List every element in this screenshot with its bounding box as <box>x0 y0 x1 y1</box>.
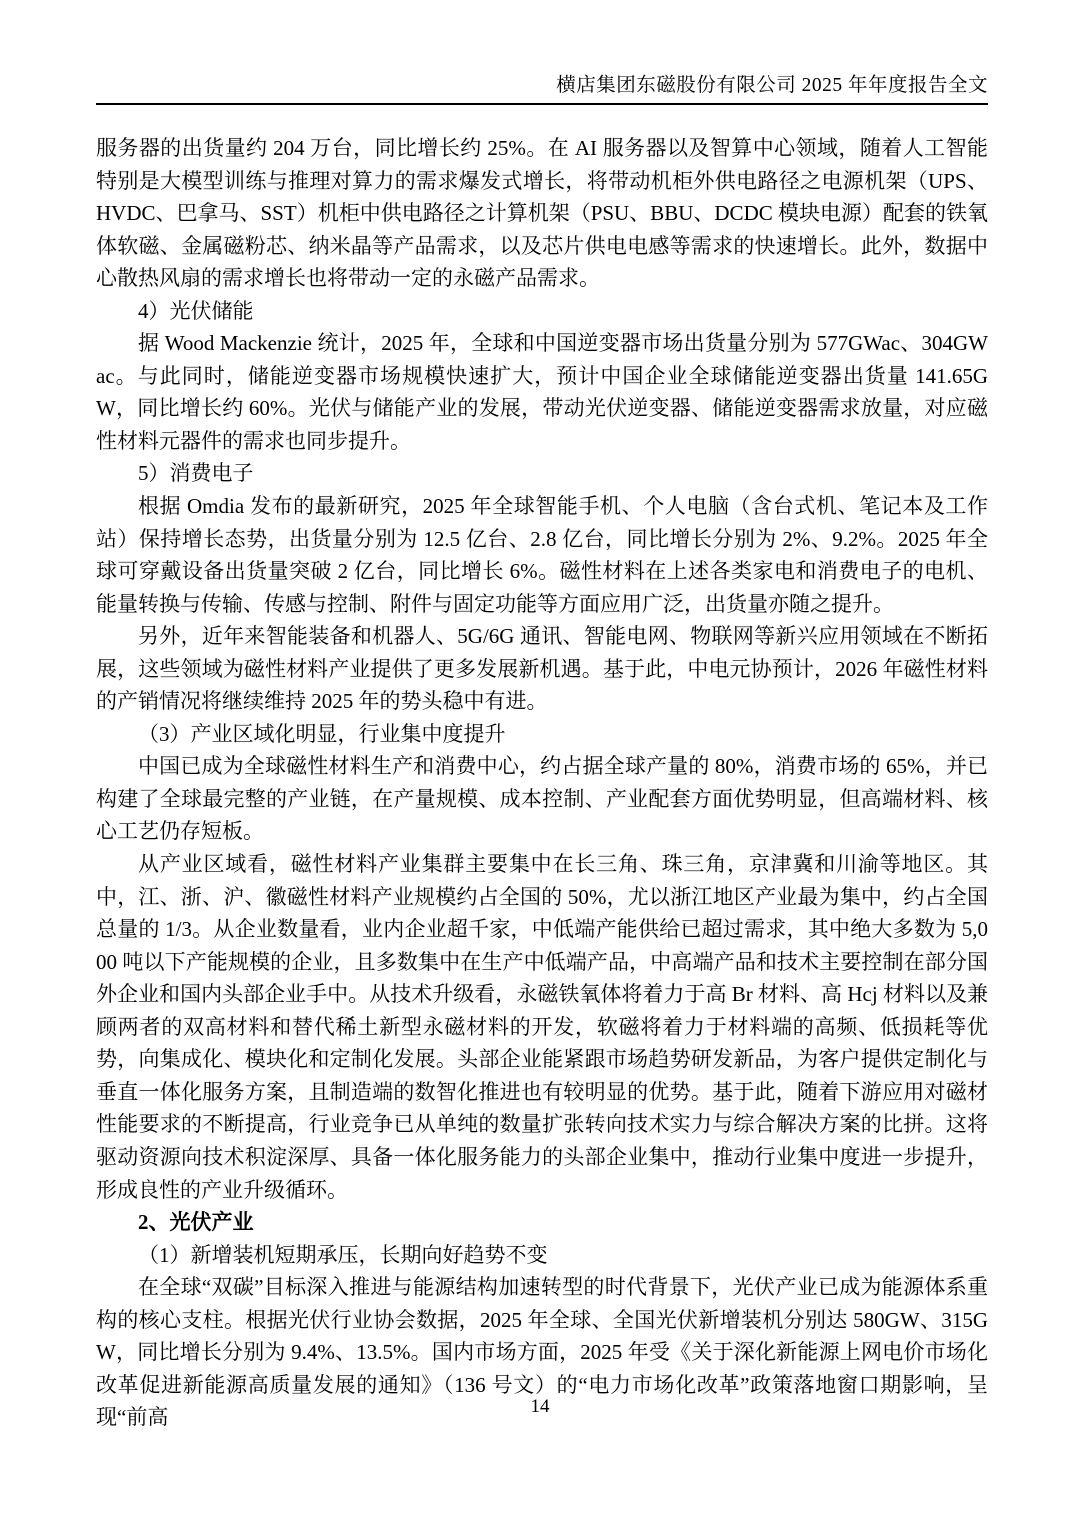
heading-consumer-electronics: 5）消费电子 <box>138 461 254 486</box>
heading-industry-regionalization: （3）产业区域化明显，行业集中度提升 <box>138 721 506 746</box>
heading-new-installations: （1）新增装机短期承压，长期向好趋势不变 <box>138 1242 548 1267</box>
paragraph-consumer-electronics: 根据 Omdia 发布的最新研究，2025 年全球智能手机、个人电脑（含台式机、笔记本及工作站）保持增长态势，出货量分别为 12.5 亿台、2.8 亿台，同比增长分别为 2%、9.2%。2025 年全球可穿戴设备出货量突破 2 亿台，同比增长 6%。磁性材料在上述各类家电和消费电子的电机、能量转换与传输、传感与控制、附件与固定功能等方面应用广泛，出货量亦随之提升。 <box>96 494 988 616</box>
page-number: 14 <box>530 1396 550 1417</box>
header-divider <box>96 103 988 105</box>
document-body <box>96 132 988 1434</box>
paragraph-server-shipments: 服务器的出货量约 204 万台，同比增长约 25%。在 AI 服务器以及智算中心领域，随着人工智能特别是大模型训练与推理对算力的需求爆发式增长，将带动机柜外供电路径之电源机架（UPS、HVDC、巴拿马、SST）机柜中供电路径之计算机架（PSU、BBU、DCDC 模块电源）配套的铁氧体软磁、金属磁粉芯、纳米晶等产品需求，以及芯片供电电感等需求的快速增长。此外，数据中心散热风扇的需求增长也将带动一定的永磁产品需求。 <box>96 136 988 291</box>
paragraph-emerging-applications: 另外，近年来智能装备和机器人、5G/6G 通讯、智能电网、物联网等新兴应用领域在不断拓展，这些领域为磁性材料产业提供了更多发展新机遇。基于此，中电元协预计，2026 年磁性材料的产销情况将继续维持 2025 年的势头稳中有进。 <box>96 624 988 714</box>
paragraph-china-market-position: 中国已成为全球磁性材料生产和消费中心，约占据全球产量的 80%，消费市场的 65%，并已构建了全球最完整的产业链，在产量规模、成本控制、产业配套方面优势明显，但高端材料、核心工艺仍存短板。 <box>96 754 988 844</box>
paragraph-dual-carbon: 在全球“双碳”目标深入推进与能源结构加速转型的时代背景下，光伏产业已成为能源体系重构的核心支柱。根据光伏行业协会数据，2025 年全球、全国光伏新增装机分别达 580GW、315GW，同比增长分别为 9.4%、13.5%。国内市场方面，2025 年受《关于深化新能源上网电价市场化改革促进新能源高质量发展的通知》（136 号文）的“电力市场化改革”政策落地窗口期影响，呈现“前高 <box>96 1275 988 1430</box>
page-footer <box>0 1394 1080 1420</box>
paragraph-industry-clusters: 从产业区域看，磁性材料产业集群主要集中在长三角、珠三角，京津冀和川渝等地区。其中，江、浙、沪、徽磁性材料产业规模约占全国的 50%，尤以浙江地区产业最为集中，约占全国总量的 1/3。从企业数量看，业内企业超千家，中低端产能供给已超过需求，其中绝大多数为 5,000 吨以下产能规模的企业，且多数集中在生产中低端产品，中高端产品和技术主要控制在部分国外企业和国内头部企业手中。从技术升级看，永磁铁氧体将着力于高 Br 材料、高 Hcj 材料以及兼顾两者的双高材料和替代稀土新型永磁材料的开发，软磁将着力于材料端的高频、低损耗等优势，向集成化、模块化和定制化发展。头部企业能紧跟市场趋势研发新品，为客户提供定制化与垂直一体化服务方案，且制造端的数智化推进也有较明显的优势。基于此，随着下游应用对磁材性能要求的不断提高，行业竞争已从单纯的数量扩张转向技术实力与综合解决方案的比拼。这将驱动资源向技术积淀深厚、具备一体化服务能力的头部企业集中，推动行业集中度进一步提升，形成良性的产业升级循环。 <box>96 852 988 1202</box>
heading-pv-storage: 4）光伏储能 <box>138 298 254 323</box>
report-title: 横店集团东磁股份有限公司 2025 年年度报告全文 <box>556 75 988 96</box>
paragraph-pv-storage: 据 Wood Mackenzie 统计，2025 年，全球和中国逆变器市场出货量分别为 577GWac、304GWac。与此同时，储能逆变器市场规模快速扩大，预计中国企业全球储能逆变器出货量 141.65GW，同比增长约 60%。光伏与储能产业的发展，带动光伏逆变器、储能逆变器需求放量，对应磁性材料元器件的需求也同步提升。 <box>96 331 988 453</box>
page-header <box>96 74 988 105</box>
heading-pv-industry: 2、光伏产业 <box>138 1210 254 1235</box>
